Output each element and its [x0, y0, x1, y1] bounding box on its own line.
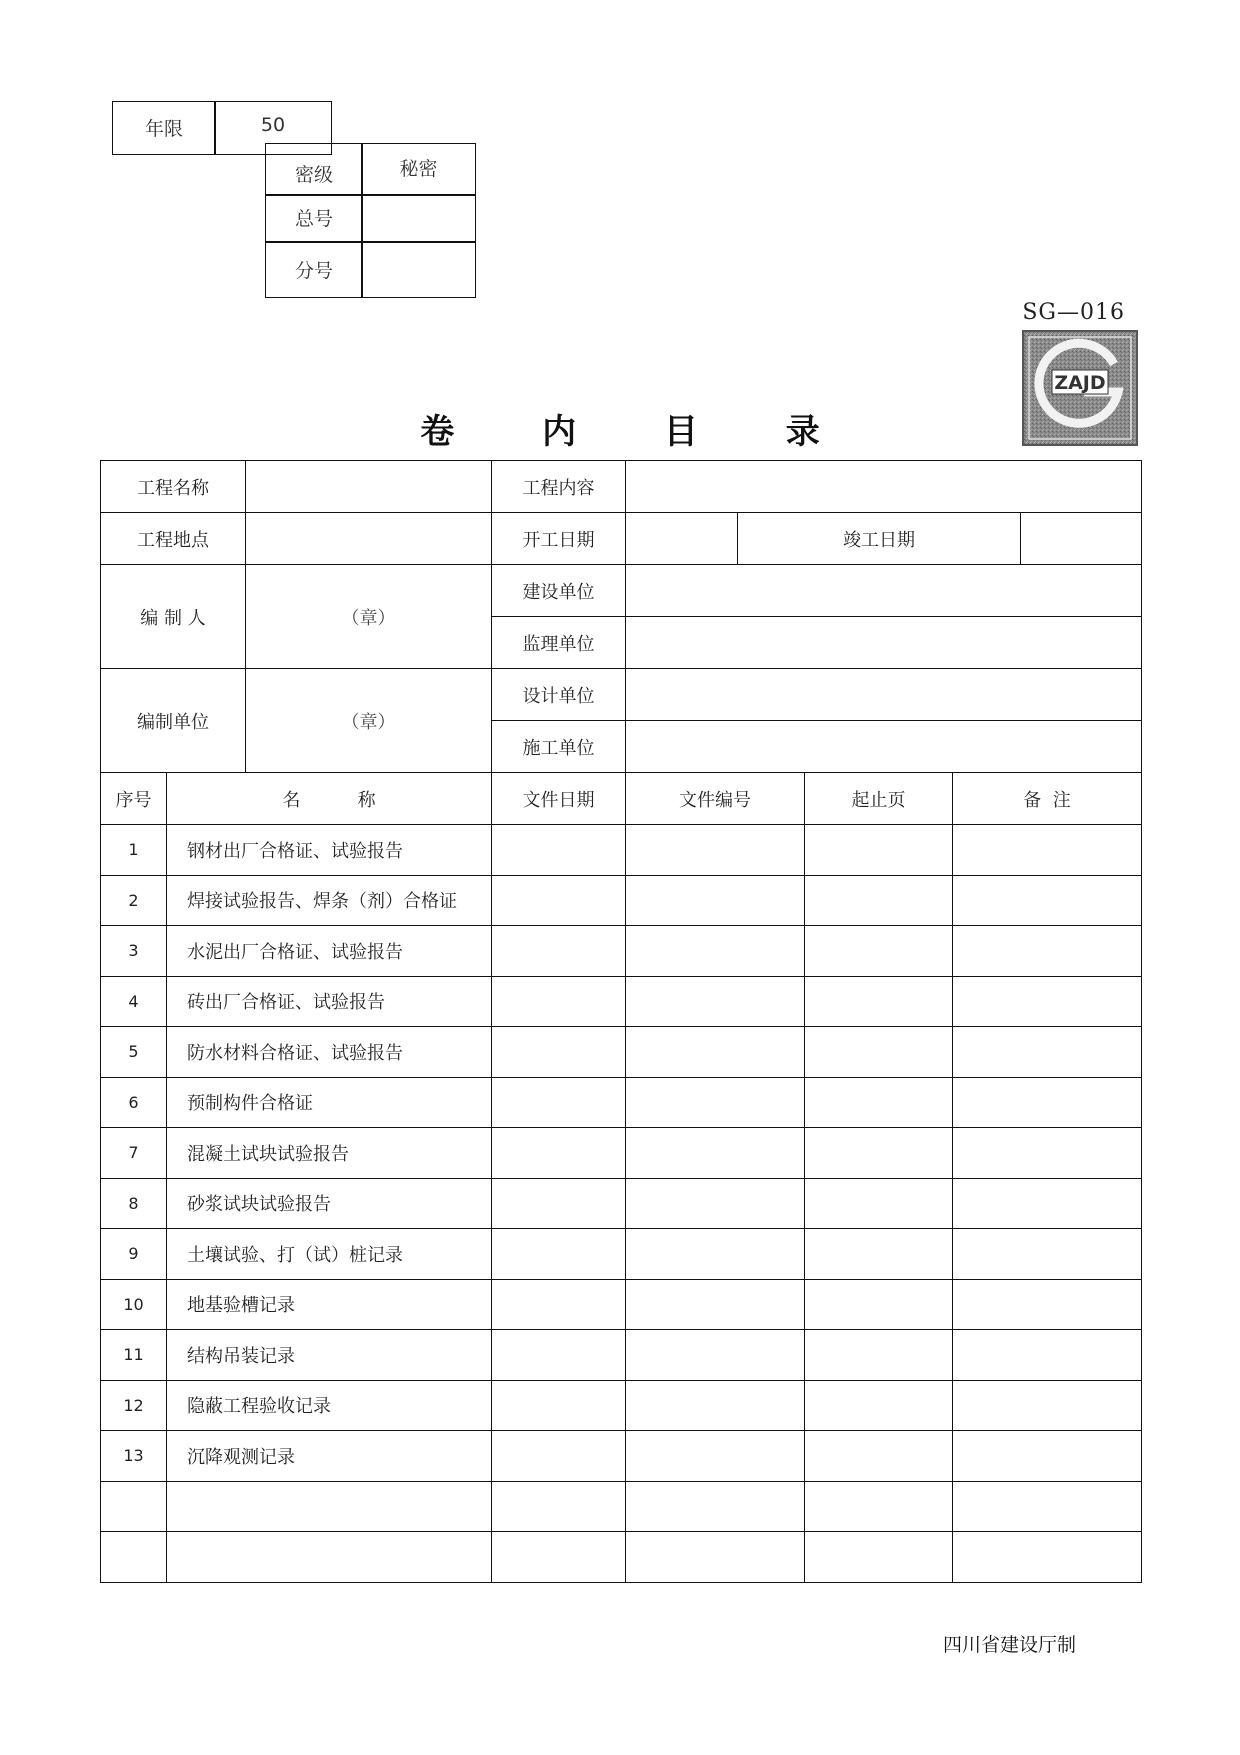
row-name: 砂浆试块试验报告: [167, 1178, 492, 1229]
row-doc-no[interactable]: [626, 1128, 805, 1179]
design-unit-field[interactable]: [626, 669, 1142, 721]
row-pages[interactable]: [805, 1380, 953, 1431]
page-title: 卷 内 目 录: [420, 412, 858, 452]
row-seq: 7: [101, 1128, 167, 1179]
row-doc-date[interactable]: [492, 1027, 626, 1078]
table-row: [101, 1178, 1142, 1229]
table-row: [101, 875, 1142, 926]
row-name: 砖出厂合格证、试验报告: [167, 976, 492, 1027]
catalog-rows: [101, 825, 1142, 1583]
row-name: 混凝土试块试验报告: [167, 1128, 492, 1179]
row-remark[interactable]: [953, 1431, 1142, 1482]
row-remark[interactable]: [953, 1330, 1142, 1381]
row-remark[interactable]: [953, 1481, 1142, 1532]
svg-text:ZAJD: ZAJD: [1054, 372, 1106, 394]
total-no-label: 总号: [294, 208, 333, 230]
compiler-unit-label: 编制单位: [101, 669, 246, 773]
row-remark[interactable]: [953, 1077, 1142, 1128]
col-remark-header: 备 注: [953, 773, 1142, 825]
row-pages[interactable]: [805, 1077, 953, 1128]
compiler-seal[interactable]: （章）: [246, 565, 492, 669]
row-pages[interactable]: [805, 1532, 953, 1583]
secrecy-label: 密级: [294, 164, 333, 186]
row-name: 隐蔽工程验收记录: [167, 1380, 492, 1431]
row-pages[interactable]: [805, 926, 953, 977]
row-pages[interactable]: [805, 875, 953, 926]
row-seq: 10: [101, 1279, 167, 1330]
retention-label: 年限: [144, 118, 183, 140]
row-seq: 8: [101, 1178, 167, 1229]
row-remark[interactable]: [953, 1380, 1142, 1431]
row-doc-date[interactable]: [492, 1178, 626, 1229]
row-doc-no[interactable]: [626, 1330, 805, 1381]
row-remark[interactable]: [953, 926, 1142, 977]
row-remark[interactable]: [953, 1229, 1142, 1280]
start-date-field[interactable]: [626, 513, 738, 565]
row-doc-no[interactable]: [626, 1532, 805, 1583]
row-remark[interactable]: [953, 1532, 1142, 1583]
row-doc-date[interactable]: [492, 1481, 626, 1532]
compiler-unit-seal[interactable]: （章）: [246, 669, 492, 773]
row-doc-no[interactable]: [626, 1380, 805, 1431]
row-doc-no[interactable]: [626, 1077, 805, 1128]
start-date-label: 开工日期: [492, 513, 626, 565]
row-name: 水泥出厂合格证、试验报告: [167, 926, 492, 977]
row-name: 结构吊装记录: [167, 1330, 492, 1381]
table-row: [101, 1077, 1142, 1128]
row-pages[interactable]: [805, 976, 953, 1027]
row-remark[interactable]: [953, 875, 1142, 926]
retention-value[interactable]: 50: [260, 114, 286, 136]
row-pages[interactable]: [805, 1027, 953, 1078]
row-doc-date[interactable]: [492, 926, 626, 977]
row-name: 焊接试验报告、焊条（剂）合格证: [167, 875, 492, 926]
row-doc-date[interactable]: [492, 1279, 626, 1330]
row-remark[interactable]: [953, 1178, 1142, 1229]
table-row: [101, 825, 1142, 876]
row-seq: 3: [101, 926, 167, 977]
sub-no-value-box[interactable]: [361, 241, 476, 298]
row-name: 地基验槽记录: [167, 1279, 492, 1330]
row-pages[interactable]: [805, 1178, 953, 1229]
row-seq: 4: [101, 976, 167, 1027]
row-seq: 9: [101, 1229, 167, 1280]
row-remark[interactable]: [953, 976, 1142, 1027]
project-name-label: 工程名称: [101, 461, 246, 513]
col-doc-date-header: 文件日期: [492, 773, 626, 825]
project-location-label: 工程地点: [101, 513, 246, 565]
row-doc-no[interactable]: [626, 1178, 805, 1229]
row-remark[interactable]: [953, 1128, 1142, 1179]
row-doc-date[interactable]: [492, 825, 626, 876]
row-remark[interactable]: [953, 1027, 1142, 1078]
row-doc-no[interactable]: [626, 875, 805, 926]
table-row: [101, 1027, 1142, 1078]
builder-unit-field[interactable]: [626, 721, 1142, 773]
row-doc-no[interactable]: [626, 976, 805, 1027]
row-doc-date[interactable]: [492, 1431, 626, 1482]
table-row: [101, 1330, 1142, 1381]
row-name: [167, 1481, 492, 1532]
catalog-table: [100, 460, 1142, 1583]
row-name: 土壤试验、打（试）桩记录: [167, 1229, 492, 1280]
row-doc-date[interactable]: [492, 1128, 626, 1179]
table-row: [101, 1532, 1142, 1583]
row-doc-no[interactable]: [626, 1431, 805, 1482]
table-row: [101, 1431, 1142, 1482]
row-pages[interactable]: [805, 1330, 953, 1381]
secrecy-value[interactable]: 秘密: [399, 158, 438, 180]
col-pages-header: 起止页: [805, 773, 953, 825]
row-seq: 2: [101, 875, 167, 926]
row-doc-date[interactable]: [492, 1229, 626, 1280]
design-unit-label: 设计单位: [492, 669, 626, 721]
row-doc-date[interactable]: [492, 1330, 626, 1381]
row-doc-no[interactable]: [626, 825, 805, 876]
row-seq: 11: [101, 1330, 167, 1381]
row-pages[interactable]: [805, 1128, 953, 1179]
row-seq: [101, 1481, 167, 1532]
sub-no-label: 分号: [294, 260, 333, 282]
col-name-header: 名 称: [167, 773, 492, 825]
end-date-label: 竣工日期: [738, 513, 1021, 565]
row-doc-no[interactable]: [626, 926, 805, 977]
row-doc-no[interactable]: [626, 1229, 805, 1280]
end-date-field[interactable]: [1021, 513, 1142, 565]
table-row: [101, 976, 1142, 1027]
row-seq: [101, 1532, 167, 1583]
row-seq: 12: [101, 1380, 167, 1431]
row-seq: 1: [101, 825, 167, 876]
row-name: [167, 1532, 492, 1583]
row-doc-no[interactable]: [626, 1481, 805, 1532]
table-row: [101, 1229, 1142, 1280]
table-row: [101, 1380, 1142, 1431]
construction-unit-field[interactable]: [626, 565, 1142, 617]
form-code: SG—016: [1022, 300, 1125, 325]
builder-unit-label: 施工单位: [492, 721, 626, 773]
supervision-unit-label: 监理单位: [492, 617, 626, 669]
issuer-footer: 四川省建设厅制: [943, 1634, 1077, 1656]
row-name: 防水材料合格证、试验报告: [167, 1027, 492, 1078]
total-no-value-box[interactable]: [361, 194, 476, 243]
row-seq: 6: [101, 1077, 167, 1128]
supervision-unit-field[interactable]: [626, 617, 1142, 669]
row-name: 预制构件合格证: [167, 1077, 492, 1128]
row-pages[interactable]: [805, 1481, 953, 1532]
row-doc-date[interactable]: [492, 1380, 626, 1431]
table-row: [101, 926, 1142, 977]
row-seq: 5: [101, 1027, 167, 1078]
row-doc-date[interactable]: [492, 1077, 626, 1128]
row-seq: 13: [101, 1431, 167, 1482]
col-doc-no-header: 文件编号: [626, 773, 805, 825]
row-doc-date[interactable]: [492, 875, 626, 926]
row-pages[interactable]: [805, 825, 953, 876]
table-row: [101, 1481, 1142, 1532]
project-location-field[interactable]: [246, 513, 492, 565]
row-doc-no[interactable]: [626, 1279, 805, 1330]
row-remark[interactable]: [953, 825, 1142, 876]
row-name: 沉降观测记录: [167, 1431, 492, 1482]
project-name-field[interactable]: [246, 461, 492, 513]
row-pages[interactable]: [805, 1229, 953, 1280]
compiler-label: 编 制 人: [101, 565, 246, 669]
row-pages[interactable]: [805, 1431, 953, 1482]
row-doc-no[interactable]: [626, 1027, 805, 1078]
row-remark[interactable]: [953, 1279, 1142, 1330]
row-name: 钢材出厂合格证、试验报告: [167, 825, 492, 876]
row-doc-date[interactable]: [492, 976, 626, 1027]
project-content-label: 工程内容: [492, 461, 626, 513]
col-seq-header: 序号: [101, 773, 167, 825]
row-pages[interactable]: [805, 1279, 953, 1330]
table-row: [101, 1128, 1142, 1179]
project-content-field[interactable]: [626, 461, 1142, 513]
table-row: [101, 1279, 1142, 1330]
construction-unit-label: 建设单位: [492, 565, 626, 617]
row-doc-date[interactable]: [492, 1532, 626, 1583]
